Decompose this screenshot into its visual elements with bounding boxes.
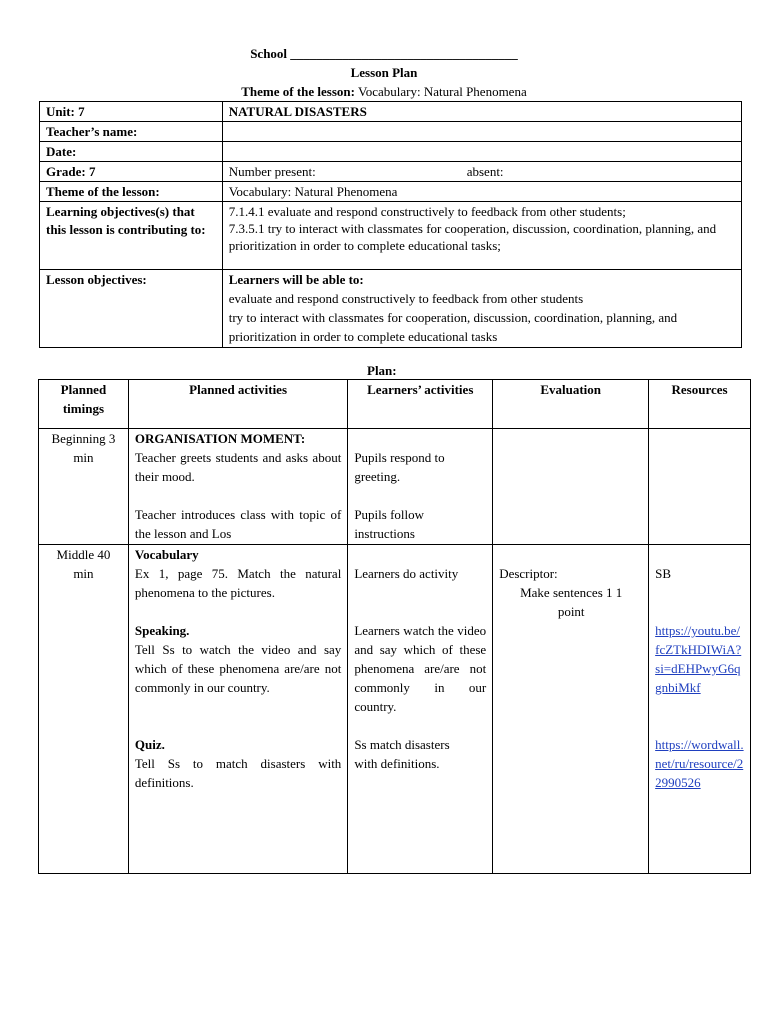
school-label: School xyxy=(250,46,288,61)
unit-label: Unit: 7 xyxy=(40,102,223,122)
timing-beginning: Beginning 3 min xyxy=(39,429,129,545)
wordwall-link[interactable]: https://wordwall.net/ru/resource/22990526 xyxy=(655,737,744,790)
theme-row-label: Theme of the lesson: xyxy=(40,182,223,202)
vocabulary-activity: Ex 1, page 75. Match the natural phenomena to the pictures. xyxy=(134,566,342,600)
theme-label: Theme of the lesson: xyxy=(241,84,355,99)
theme-line xyxy=(0,82,768,101)
document-title: Lesson Plan xyxy=(350,65,418,80)
quiz-learner-activity: Ss match disasters with definitions. xyxy=(354,737,450,771)
speaking-activity: Tell Ss to watch the video and say which of these phenomena are/are not commonly in our country. xyxy=(134,642,342,695)
video-link[interactable]: https://youtu.be/fcZTkHDIWiA?si=dEHPwyG6qgnbiMkf xyxy=(655,623,742,695)
vocabulary-heading: Vocabulary xyxy=(134,547,199,562)
col-header-resources: Resources xyxy=(649,380,751,429)
objective-item: 7.3.5.1 try to interact with classmates for cooperation, discussion, coordination, planning, and prioritization in order to complete educational tasks; xyxy=(228,221,717,253)
school-line xyxy=(0,44,768,63)
quiz-activity: Tell Ss to match disasters with definitions. xyxy=(134,756,342,790)
objectives-label: Learning objectives(s) that this lesson is contributing to: xyxy=(40,202,223,270)
absent-label: absent: xyxy=(466,164,504,179)
unit-value: NATURAL DISASTERS xyxy=(222,102,741,122)
grade-label: Grade: 7 xyxy=(40,162,223,182)
learner-activity: Pupils respond to greeting. xyxy=(354,450,445,484)
middle-resources xyxy=(649,545,751,874)
descriptor-label: Descriptor: xyxy=(499,566,558,581)
teacher-value[interactable] xyxy=(222,122,741,142)
speaking-heading: Speaking. xyxy=(134,623,190,638)
middle-activities xyxy=(128,545,347,874)
descriptor-text: Make sentences 1 1 point xyxy=(520,585,623,619)
theme-row-value: Vocabulary: Natural Phenomena xyxy=(222,182,741,202)
middle-evaluation xyxy=(493,545,649,874)
beginning-evaluation xyxy=(493,429,649,545)
date-label: Date: xyxy=(40,142,223,162)
school-blank: ___________________________________ xyxy=(290,46,518,61)
objectives-cell xyxy=(222,202,741,270)
number-present: Number present: xyxy=(228,164,316,179)
col-header-evaluation: Evaluation xyxy=(493,380,649,429)
speaking-learner-activity: Learners watch the video and say which of these phenomena are/are not commonly in our country. xyxy=(354,623,487,714)
beginning-activities xyxy=(128,429,347,545)
beginning-resources xyxy=(649,429,751,545)
beginning-activity: Teacher greets students and asks about their mood. xyxy=(134,450,342,484)
objective-item: 7.1.4.1 evaluate and respond constructively to feedback from other students; xyxy=(228,204,626,219)
lesson-objective-item: evaluate and respond constructively to feedback from other students xyxy=(228,291,584,306)
teacher-label: Teacher’s name: xyxy=(40,122,223,142)
lesson-objective-item: try to interact with classmates for cooperation, discussion, coordination, planning, and prioritization in order to complete educational tasks xyxy=(228,310,678,344)
info-table xyxy=(39,101,742,348)
lesson-objectives-label: Lesson objectives: xyxy=(40,270,223,348)
lesson-objectives-heading: Learners will be able to: xyxy=(228,272,364,287)
organisation-heading: ORGANISATION MOMENT: xyxy=(134,431,306,446)
lesson-objectives-cell xyxy=(222,270,741,348)
timing-middle: Middle 40 min xyxy=(39,545,129,874)
vocabulary-learner-activity: Learners do activity xyxy=(354,566,459,581)
col-header-learners: Learners’ activities xyxy=(348,380,493,429)
quiz-heading: Quiz. xyxy=(134,737,165,752)
plan-title: Plan: xyxy=(367,363,397,378)
beginning-learners xyxy=(348,429,493,545)
theme-value: Vocabulary: Natural Phenomena xyxy=(358,84,527,99)
middle-learners xyxy=(348,545,493,874)
col-header-activities: Planned activities xyxy=(128,380,347,429)
attendance-cell xyxy=(222,162,741,182)
resource-sb: SB xyxy=(655,566,672,581)
plan-table xyxy=(38,379,751,874)
col-header-timings: Planned timings xyxy=(39,380,129,429)
learner-activity: Pupils follow instructions xyxy=(354,507,425,541)
date-value[interactable] xyxy=(222,142,741,162)
beginning-activity: Teacher introduces class with topic of the lesson and Los xyxy=(134,507,342,541)
